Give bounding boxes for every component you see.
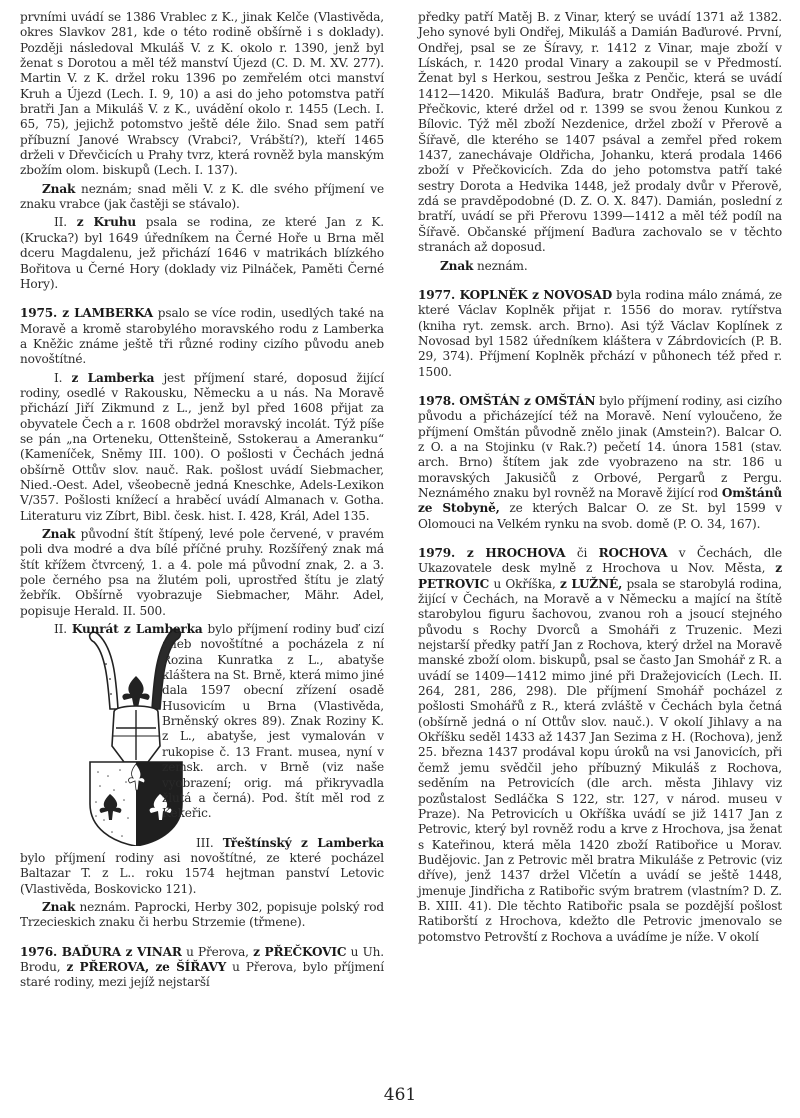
paragraph-z-kruhu bbox=[20, 215, 384, 292]
text: psala se starobylá rodina, žijící v Čechách, na Moravě a v Německu a mající na štítě starobylou figuru šachovou, zvanou roh a jsoucí stejného původu s Rochy Dvorců a Smoháři z Truzenic. Mezi nejstarší předky patří Jan z Rochova, který držel na Moravě manské zboží olom. biskupů, psal se často Jan Smohář z R. a uvádí se 1409—1412 mimo jiné při Dražejovicích (Lech. II. 264, 281, 286, 298). Dle příjmení Smohář pocházel z pošlosti Smohářů z R., která zvláště v Čechách byla četná (obšírně jedná o ní Ottův slov. nauč.). V okolí Jihlavy a na Okříšku seděl 1433 až 1437 Jan Sezima z H. (Rochova), jenž 25. března 1437 prodával kopu úroků na vsi Janovicích, při čemž jemu svědčil jeho příbuzný Mikuláš z Rochova, seděním na Petrovicích (dle arch. města Jihlavy viz pozůstalost Sedláčka S 122, str. 127, v národ. museu v Praze). Na Petrovicích u Okříška uvádí se již 1417 Jan z Petrovic, který byl rovněž rodu a krve z Hrochova, jsa ženat s Kateřinou, která měla 1420 zboží Ratibořice u Morav. Budějovic. Jan z Petrovic měl bratra Mikuláše z Petrovic (viz dříve), jenž 1437 držel Vlčetín a uvádí se ještě 1448, jmenuje Jindřicha z Ratibořic svým bratrem (vlastním? D. Z. B. XIII. 41). Dle těchto Ratibořic psala se pozdější pošlost Ratiborští z Hrochova, kdežto dle Petrovic jmenovalo se potomstvo Petrovští z Rochova a uvádíme je níže. V okolí bbox=[418, 576, 782, 944]
bold-z-luzne: z LUŽNÉ, bbox=[559, 576, 623, 591]
text: jest příjmení staré, doposud žijící rodiny, osedlé v Rakousku, Německu a u nás. Na Moravě přichází Jiří Zikmund z L., jenž byl před 1608 přijat za obyvatele Čech a r. 1608 obdržel moravský incolát. Týž píše se pán „na Orteneku, Ottenšteině, Sstokerau a Ameranku“ (Kameníček, Sněmy III. 100). O pošlosti v Čechách jedná obšírně Ottův slov. nauč. Rak. pošlost uvádí Siebmacher, Nied.-Oest. Adel, všeobecně jedná Kneschke, Adels-Lexikon V/357. Pošlosti knížecí a hraběcí uvádí Almanach v. Gotha. Literaturu viz Zíbrt, Bibl. česk. hist. I. 428, Král, Adel 135. bbox=[20, 370, 384, 523]
paragraph-badura-cont: předky patří Matěj B. z Vinar, který se uvádí 1371 až 1382. Jeho synové byli Ondřej, Mikuláš a Damián Baďurové. První, Ondřej, psal se ze Šíravy, r. 1412 z Vinar, maje zboží v Lískách, r. 1420 prodal Vinary a zakoupil se v Předmostí. Ženat byl s Herkou, sestrou Ješka z Penčic, která se uvádí 1412—1420. Mikuláš Baďura, bratr Ondřeje, psal se dle Přečkovic, které držel od r. 1399 se svou ženou Kunkou z Bílovic. Týž měl zboží Nezdenice, držel zboží v Přerově a Šířavě, dle kterého se 1407 psával a zemřel před rokem 1437, zanechávaje Oldřicha, Johanku, která prodala 1466 zboží v Přečkovicích. Zda do jeho potomstva patří také sestry Dorota a Hedvika 1448, jež prodaly dvůr v Přerově, zdá se pravděpodobné (D. Z. O. X. 847). Damián, poslední z bratří, uvádí se při Přerovu 1399—1412 a měl též podíl na Šířavě. Občanské příjmení Baďura zachovalo se v těchto stranách až doposud. bbox=[418, 10, 782, 255]
bold-znak: Znak bbox=[42, 899, 76, 914]
entry-1977 bbox=[418, 288, 782, 380]
text: původní štít štípený, levé pole červené, v pravém poli dva modré a dva bílé příčné pruhy. Rozšířený znak má štít křížem čtvrcený, 1. a 4. pole má původní znak, 2. a 3. pole černého psa na žlutém poli, uprostřed štítu je zlatý žebřík. Obšírně vyobrazuje Siebmacher, Mähr. Adel, popisuje Herald. II. 500. bbox=[20, 527, 384, 618]
numeral: I. bbox=[54, 370, 72, 385]
bold-znak: Znak bbox=[440, 258, 474, 273]
text: byla rodina málo známá, ze které Václav Koplněk přijat r. 1556 do morav. rytířstva (kniha ryt. zemsk. arch. Brno). Asi týž Václav Koplínek z Novosad byl 1582 úředníkem kláštera v Zábrdovicích (P. B. 29, 374). Příjmení Koplněk přchází v půhonech též před r. 1500. bbox=[418, 287, 782, 379]
entry-1976 bbox=[20, 945, 384, 991]
text: u Uh. Brodu, bbox=[20, 944, 384, 974]
bold-trestinsky-z-lamberka: Třeštínský z Lamberka bbox=[222, 835, 384, 850]
text: u Okříška, bbox=[489, 576, 560, 591]
bold-z-preckovic: z PŘEČKOVIC bbox=[253, 944, 347, 959]
paragraph-badura-znak bbox=[418, 259, 782, 274]
text: bylo příjmení rodiny, asi cizího původu a přicházející též na Moravě. Není vyloučeno, že příjmení Omštán původně znělo jinak (Amstein?). Balcar O. z O. a na Stojinku (v Rak.?) pečetí 14. února 1581 (stav. arch. Brno) štítem jak zde vyobrazeno na str. 186 u moravských Jakusičů z Orbové, Pergarů z Pergu. Neznámého znaku byl rovněž na Moravě žijící rod bbox=[418, 393, 782, 500]
text: u Přerova, bylo příjmení staré rodiny, mezi jejíž nejstarší bbox=[20, 959, 384, 990]
text: neznám. bbox=[473, 258, 528, 273]
bold-z-prerova: z PŘEROVA, ze ŠÍŘAVY bbox=[66, 959, 227, 974]
left-column bbox=[20, 10, 384, 991]
text: v Čechách, dle Ukazovatele desk mylně z Hrochova u Nov. Města, bbox=[418, 546, 782, 576]
text: bylo příjmení rodiny asi novoštítné, ze které pocházel Baltazar T. z L.. roku 1574 hejtman panství Letovic (Vlastivěda, Boskovicko 121). bbox=[20, 850, 384, 896]
numeral: II. bbox=[54, 215, 77, 230]
text: neznám; snad měli V. z K. dle svého příjmení ve znaku vrabce (jak častěji se stávalo). bbox=[20, 181, 384, 212]
entry-heading-1978: 1978. OMŠTÁN z OMŠTÁN bbox=[418, 393, 596, 408]
entry-heading-1977: 1977. KOPLNĚK z NOVOSAD bbox=[418, 287, 613, 302]
entry-heading-1976: 1976. BAĎURA z VINAR bbox=[20, 944, 182, 959]
numeral: III. bbox=[196, 835, 223, 850]
paragraph-vrablec: prvními uvádí se 1386 Vrablec z K., jinak Kelče (Vlastivěda, okres Slavkov 281, kde o této rodině obšírně i s doklady). Později následoval Mkuláš V. z K. okolo r. 1390, jenž byl ženat s Dorotou a měl též manství Újezd (C. D. M. XV. 277). Martin V. z K. držel roku 1396 po zemřelém otci manství Kruh a Újezd (Lech. I. 9, 10) a asi do jeho potomstva patří bratři Jan a Mikuláš V. z K., uvádění okolo r. 1455 (Lech. I. 65, 75), jejichž potomstvo ještě déle žilo. Snad sem patří příbuzní Janové Wrabscy (Vrabci?, Vrábští?), kteří 1465 drželi v Dřevčicích u Prahy tvrz, která rovněž byla manským zbožím olom. biskupů (Lech. I. 137). bbox=[20, 10, 384, 178]
text: ze kterých Balcar O. ze St. byl 1599 v Olomouci na Velkém rynku na svob. domě (P. O. 34, 167). bbox=[418, 501, 782, 531]
text: psala se rodina, ze které Jan z K. (Krucka?) byl 1649 úředníkem na Černé Hoře u Brna měl dceru Magdalenu, jež přichází 1646 v matrikách blízkého Bořitova u Černé Hory (doklady viz Pilnáček, Paměti Černé Hory). bbox=[20, 215, 384, 291]
bold-z-lamberka: z Lamberka bbox=[71, 370, 155, 385]
bold-znak: Znak bbox=[42, 527, 76, 541]
bold-kunrat-z-lamberka: Kunrát z Lamberka bbox=[71, 622, 203, 637]
bold-rochova: ROCHOVA bbox=[598, 546, 668, 560]
text: neznám. Paprocki, Herby 302, popisuje polský rod Trzecieskich znaku či herbu Strzemie (třmene). bbox=[20, 899, 384, 930]
right-column bbox=[418, 10, 782, 945]
paragraph-kunrat bbox=[20, 622, 384, 821]
bold-omstanu-ze-stobyne: Omštánů ze Stobyně, bbox=[418, 485, 782, 516]
entry-heading-1975: 1975. z LAMBERKA bbox=[20, 306, 154, 321]
page-number: 461 bbox=[383, 1085, 417, 1105]
text: či bbox=[565, 546, 599, 560]
entry-heading-1979: 1979. z HROCHOVA bbox=[418, 546, 566, 560]
entry-1979 bbox=[418, 546, 782, 945]
text: psalo se více rodin, usedlých také na Moravě a kromě starobylého moravského rodu z Lamberka a Kněžic známe ještě tři různé rodiny cizího původu aneb novoštítné. bbox=[20, 306, 384, 367]
bold-z-kruhu: z Kruhu bbox=[76, 215, 137, 230]
entry-1978 bbox=[418, 394, 782, 532]
paragraph-lamberka-znak bbox=[20, 527, 384, 619]
paragraph-lamberka-i bbox=[20, 371, 384, 524]
entry-1975 bbox=[20, 306, 384, 367]
coat-of-arms-illustration bbox=[50, 624, 154, 846]
text: u Přerova, bbox=[181, 944, 254, 959]
paragraph-znak-vrabce bbox=[20, 182, 384, 213]
bold-znak: Znak bbox=[42, 181, 76, 196]
numeral: II. bbox=[54, 622, 72, 637]
paragraph-trestinsky-znak bbox=[20, 900, 384, 931]
text: bylo příjmení rodiny buď cizí aneb novoštítné a pocházela z ní Rozina Kunratka z L., abatyše kláštera na St. Brně, která mimo jiné dala 1597 obecní zřízení osadě Husovicím u Brna (Vlastivěda, Brněnský okres 89). Znak Roziny K. z L., abatyše, jest vymalován v rukopise č. 13 Frant. musea, nyní v zemsk. arch. v Brně (viz naše vyobrazení; orig. má přikryvadla žlutá a černá). Pod. štít měl rod z Kekeřic. bbox=[162, 622, 384, 821]
bold-z-petrovic: z PETROVIC bbox=[418, 561, 782, 591]
